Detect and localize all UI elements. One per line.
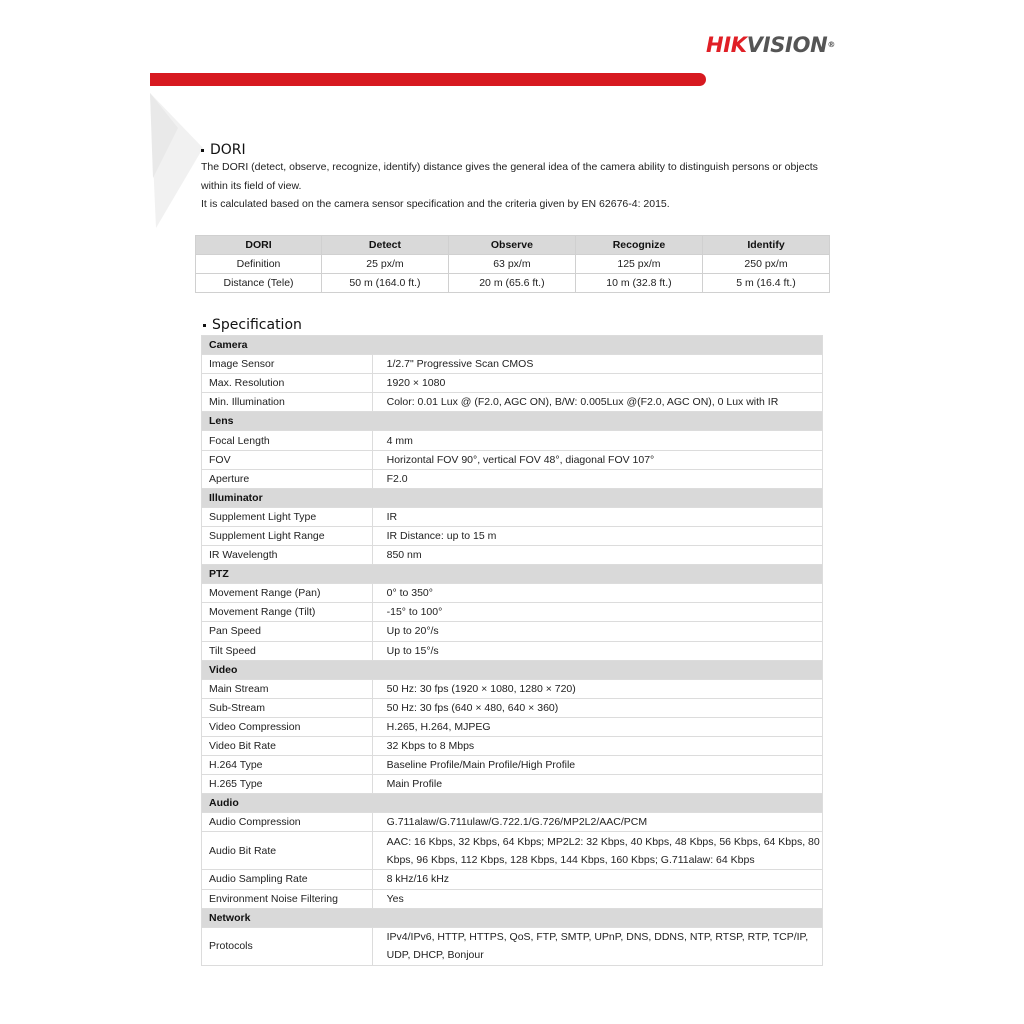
- spec-row: [202, 927, 823, 965]
- spec-value: Up to 15°/s: [372, 641, 822, 660]
- spec-value: 50 Hz: 30 fps (1920 × 1080, 1280 × 720): [372, 679, 822, 698]
- spec-key: Image Sensor: [202, 355, 373, 374]
- spec-row: [202, 717, 823, 736]
- spec-category-row: [202, 908, 823, 927]
- spec-key: H.265 Type: [202, 775, 373, 794]
- spec-category-row: [202, 565, 823, 584]
- spec-row: [202, 889, 823, 908]
- spec-value: G.711alaw/G.711ulaw/G.722.1/G.726/MP2L2/AAC/PCM: [372, 813, 822, 832]
- dori-cell: 25 px/m: [322, 255, 449, 274]
- dori-cell: 50 m (164.0 ft.): [322, 274, 449, 293]
- spec-key: Audio Compression: [202, 813, 373, 832]
- dori-cell: 63 px/m: [448, 255, 575, 274]
- spec-value: 0° to 350°: [372, 584, 822, 603]
- dori-table-row: [196, 255, 830, 274]
- dori-title: DORI: [201, 142, 246, 158]
- spec-row: [202, 507, 823, 526]
- spec-key: Focal Length: [202, 431, 373, 450]
- spec-row: [202, 641, 823, 660]
- dori-header-cell: Detect: [322, 236, 449, 255]
- spec-category-label: Lens: [202, 412, 823, 431]
- dori-table: [195, 235, 830, 293]
- dori-cell: Distance (Tele): [196, 274, 322, 293]
- specification-title: Specification: [203, 317, 302, 333]
- spec-value: 32 Kbps to 8 Mbps: [372, 736, 822, 755]
- spec-category-label: PTZ: [202, 565, 823, 584]
- spec-value: 4 mm: [372, 431, 822, 450]
- spec-row: [202, 450, 823, 469]
- spec-key: H.264 Type: [202, 756, 373, 775]
- spec-row: [202, 355, 823, 374]
- spec-category-row: [202, 412, 823, 431]
- spec-key: Video Compression: [202, 717, 373, 736]
- spec-value: H.265, H.264, MJPEG: [372, 717, 822, 736]
- dori-description-2: It is calculated based on the camera sensor specification and the criteria given by EN 62676-4: 2015.: [201, 198, 670, 210]
- spec-row: [202, 526, 823, 545]
- spec-value: -15° to 100°: [372, 603, 822, 622]
- spec-value: Color: 0.01 Lux @ (F2.0, AGC ON), B/W: 0.005Lux @(F2.0, AGC ON), 0 Lux with IR: [372, 393, 822, 412]
- watermark-shape: [148, 88, 208, 238]
- spec-row: [202, 374, 823, 393]
- spec-row: [202, 546, 823, 565]
- spec-row: [202, 679, 823, 698]
- dori-header-cell: Observe: [448, 236, 575, 255]
- spec-value: 50 Hz: 30 fps (640 × 480, 640 × 360): [372, 698, 822, 717]
- spec-key: Audio Sampling Rate: [202, 870, 373, 889]
- spec-key: Protocols: [202, 927, 373, 965]
- spec-category-label: Illuminator: [202, 488, 823, 507]
- spec-value: Horizontal FOV 90°, vertical FOV 48°, diagonal FOV 107°: [372, 450, 822, 469]
- spec-category-label: Network: [202, 908, 823, 927]
- spec-value: 1/2.7" Progressive Scan CMOS: [372, 355, 822, 374]
- dori-cell: 5 m (16.4 ft.): [703, 274, 830, 293]
- spec-key: Sub-Stream: [202, 698, 373, 717]
- spec-row: [202, 603, 823, 622]
- spec-key: Supplement Light Type: [202, 507, 373, 526]
- spec-row: [202, 469, 823, 488]
- spec-row: [202, 756, 823, 775]
- spec-key: Min. Illumination: [202, 393, 373, 412]
- spec-value: Main Profile: [372, 775, 822, 794]
- spec-row: [202, 832, 823, 870]
- spec-value: IPv4/IPv6, HTTP, HTTPS, QoS, FTP, SMTP, UPnP, DNS, DDNS, NTP, RTSP, RTP, TCP/IP, UDP, DHCP, Bonjour: [372, 927, 822, 965]
- spec-key: IR Wavelength: [202, 546, 373, 565]
- spec-key: Audio Bit Rate: [202, 832, 373, 870]
- spec-row: [202, 813, 823, 832]
- dori-description-1: The DORI (detect, observe, recognize, identify) distance gives the general idea of the camera ability to distinguish persons or objects within its field of view.: [201, 161, 818, 192]
- dori-table-row: [196, 274, 830, 293]
- spec-row: [202, 775, 823, 794]
- spec-key: Environment Noise Filtering: [202, 889, 373, 908]
- spec-key: Main Stream: [202, 679, 373, 698]
- spec-row: [202, 431, 823, 450]
- spec-key: Movement Range (Tilt): [202, 603, 373, 622]
- spec-category-row: [202, 794, 823, 813]
- dori-cell: 10 m (32.8 ft.): [575, 274, 702, 293]
- spec-value: AAC: 16 Kbps, 32 Kbps, 64 Kbps; MP2L2: 32 Kbps, 40 Kbps, 48 Kbps, 56 Kbps, 64 Kbps, 80 Kbps, 96 Kbps, 112 Kbps, 128 Kbps, 144 Kbps, 160 Kbps; G.711alaw: 64 Kbps: [372, 832, 822, 870]
- dori-header-cell: DORI: [196, 236, 322, 255]
- spec-value: IR Distance: up to 15 m: [372, 526, 822, 545]
- spec-row: [202, 870, 823, 889]
- spec-row: [202, 736, 823, 755]
- spec-key: FOV: [202, 450, 373, 469]
- spec-value: Yes: [372, 889, 822, 908]
- dori-table-header: [196, 236, 830, 255]
- spec-category-label: Audio: [202, 794, 823, 813]
- spec-key: Video Bit Rate: [202, 736, 373, 755]
- spec-category-label: Video: [202, 660, 823, 679]
- dori-header-cell: Recognize: [575, 236, 702, 255]
- spec-category-row: [202, 660, 823, 679]
- spec-category-label: Camera: [202, 336, 823, 355]
- dori-cell: 20 m (65.6 ft.): [448, 274, 575, 293]
- spec-row: [202, 698, 823, 717]
- spec-value: 850 nm: [372, 546, 822, 565]
- spec-value: 8 kHz/16 kHz: [372, 870, 822, 889]
- spec-key: Pan Speed: [202, 622, 373, 641]
- dori-cell: 125 px/m: [575, 255, 702, 274]
- spec-key: Tilt Speed: [202, 641, 373, 660]
- spec-row: [202, 622, 823, 641]
- spec-value: Baseline Profile/Main Profile/High Profile: [372, 756, 822, 775]
- spec-key: Movement Range (Pan): [202, 584, 373, 603]
- spec-key: Aperture: [202, 469, 373, 488]
- spec-value: F2.0: [372, 469, 822, 488]
- dori-header-cell: Identify: [703, 236, 830, 255]
- spec-row: [202, 393, 823, 412]
- dori-cell: 250 px/m: [703, 255, 830, 274]
- spec-key: Supplement Light Range: [202, 526, 373, 545]
- spec-value: IR: [372, 507, 822, 526]
- spec-key: Max. Resolution: [202, 374, 373, 393]
- spec-row: [202, 584, 823, 603]
- spec-category-row: [202, 488, 823, 507]
- header-red-bar: [150, 73, 706, 86]
- spec-category-row: [202, 336, 823, 355]
- dori-cell: Definition: [196, 255, 322, 274]
- spec-value: Up to 20°/s: [372, 622, 822, 641]
- hikvision-logo: HIKVISION®: [706, 33, 836, 57]
- specification-table: [201, 335, 823, 966]
- spec-value: 1920 × 1080: [372, 374, 822, 393]
